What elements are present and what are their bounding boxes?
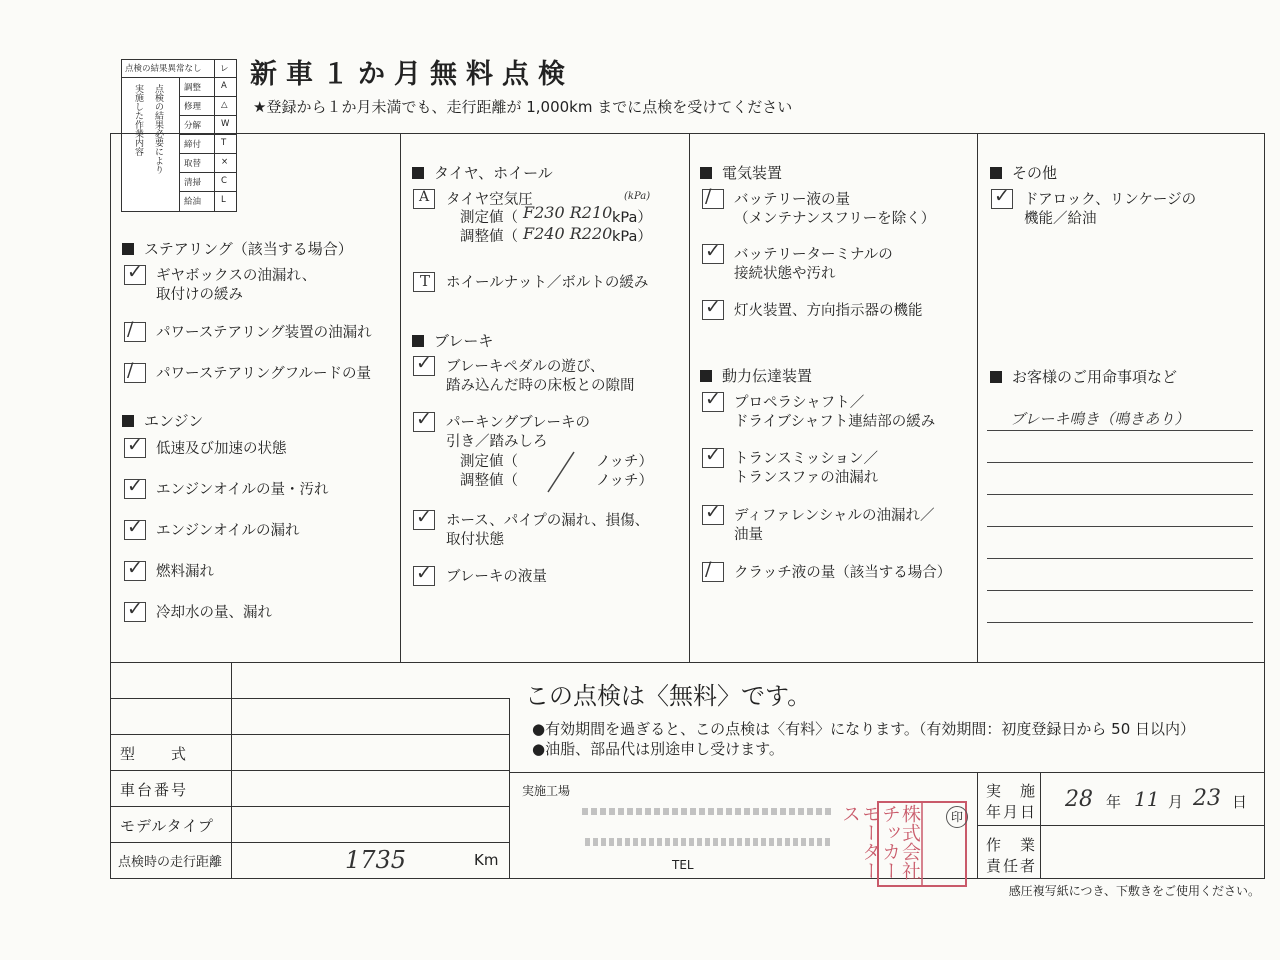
brake-title: ブレーキ [412,330,493,351]
tire-measured-label: 測定値（ [460,210,518,226]
date-label: 実 施 年月日 [986,782,1038,821]
engine-item-checkbox[interactable]: ✓ [124,520,146,540]
engine-item-label: 冷却水の量、漏れ [156,605,272,621]
workshop-name-stamp [582,808,832,815]
steering-title: ステアリング（該当する場合） [122,238,353,259]
km-unit: Km [474,851,499,869]
transmission-label: トランスミッション／ トランスファの油漏れ [734,451,879,486]
date-month-value: 11 [1134,787,1160,811]
battery-terminal-label: バッテリーターミナルの 接続状態や汚れ [734,247,893,282]
page-subtitle: ★登録から１か月未満でも、走行距離が 1,000km までに点検を受けてください [253,98,793,116]
engine-title: エンジン [122,410,203,431]
legend-row-label: 調整 [184,83,202,93]
free-notice: この点検は〈無料〉です。 [525,682,812,710]
battery-fluid-label: バッテリー液の量 （メンテナンスフリーを除く） [734,192,936,227]
parking-measured-label: 測定値（ [460,454,518,470]
legend-row-label: 給油 [184,197,202,207]
legend-row-label: 清掃 [184,178,202,188]
legend-side-right: 点検の結果必要により [153,84,163,174]
chassis-label: 車台番号 [120,781,189,799]
engine-item-checkbox[interactable]: ✓ [124,438,146,458]
engine-item-label: 燃料漏れ [156,564,214,580]
power-steering-fluid-checkbox[interactable]: / [124,363,146,383]
power-steering-leak-checkbox[interactable]: / [124,322,146,342]
legend-no-issue: 点検の結果異常なし [125,64,202,74]
wheel-nut-label: ホイールナット／ボルトの緩み [446,275,649,291]
workshop-address-stamp [585,838,830,846]
legend-row-label: 修理 [184,102,202,112]
date-year-value: 28 [1065,787,1093,812]
wheel-nut-checkbox[interactable]: T [413,272,435,292]
tel-label: TEL [672,858,694,872]
electric-title: 電気装置 [700,162,782,183]
other-title: その他 [990,162,1057,183]
legend-row-label: 分解 [184,121,202,131]
year-unit: 年 [1106,793,1122,811]
seal-text: 株式会社 チッカーモータース [839,804,921,880]
drive-title: 動力伝達装置 [700,365,812,386]
legend-side-left: 実施した作業内容 [133,84,143,156]
parking-adjusted-unit: ノッチ） [596,473,653,489]
footer-note: 感圧複写紙につき、下敷きをご使用ください。 [1008,884,1260,898]
battery-terminal-checkbox[interactable]: ✓ [702,244,724,264]
power-steering-fluid-label: パワーステアリングフルードの量 [156,366,372,382]
tire-pressure-checkbox[interactable]: A [413,189,435,209]
differential-checkbox[interactable]: ✓ [702,505,724,525]
legend-row-label: 取替 [184,159,202,169]
parking-adjusted-label: 調整値（ [460,473,518,489]
propeller-shaft-label: プロペラシャフト／ ドライブシャフト連結部の緩み [734,395,936,430]
notice-bullet-2: ●油脂、部品代は別途申し受けます。 [532,740,784,758]
door-lock-label: ドアロック、リンケージの 機能／給油 [1024,192,1197,227]
seal-mark: 印 [946,806,968,828]
parking-brake-checkbox[interactable]: ✓ [413,412,435,432]
legend-row-mark: L [221,195,226,205]
lights-label: 灯火装置、方向指示器の機能 [734,303,923,319]
legend-no-issue-mark: レ [220,64,229,74]
mileage-value: 1735 [345,846,407,874]
brake-pedal-label: ブレーキペダルの遊び、 踏み込んだ時の床板との隙間 [446,359,635,394]
engine-item-label: エンジンオイルの量・汚れ [156,482,329,498]
tire-adjusted-label: 調整値（ [460,229,518,245]
clutch-fluid-checkbox[interactable]: / [702,562,724,582]
type-label: 型 式 [120,745,189,763]
steering-gearbox-checkbox[interactable]: ✓ [124,265,146,285]
parking-brake-label: パーキングブレーキの 引き／踏みしろ [446,415,590,450]
customer-note: ブレーキ鳴き（鳴きあり） [1010,410,1190,428]
lights-checkbox[interactable]: ✓ [702,300,724,320]
date-day-value: 23 [1193,786,1221,811]
tire-adjusted-value: F240 R220 [523,224,613,243]
handwritten-slash [540,448,580,496]
engine-item-label: 低速及び加速の状態 [156,441,287,457]
tire-note: (kPa) [624,191,651,202]
legend-row-label: 締付 [184,140,202,150]
steering-gearbox-label: ギヤボックスの油漏れ、 取付けの緩み [156,268,317,303]
transmission-checkbox[interactable]: ✓ [702,448,724,468]
propeller-shaft-checkbox[interactable]: ✓ [702,392,724,412]
legend-row-mark: △ [221,100,228,110]
page-title: 新車１か月無料点検 [250,59,574,90]
tire-pressure-label: タイヤ空気圧 [446,192,533,208]
engine-item-label: エンジンオイルの漏れ [156,523,300,539]
engine-item-checkbox[interactable]: ✓ [124,561,146,581]
clutch-fluid-label: クラッチ液の量（該当する場合） [734,565,952,581]
brake-hose-checkbox[interactable]: ✓ [413,510,435,530]
responsible-label: 作 業 責任者 [986,836,1038,875]
workshop-label: 実施工場 [522,784,571,798]
brake-pedal-checkbox[interactable]: ✓ [413,356,435,376]
brake-fluid-checkbox[interactable]: ✓ [413,566,435,586]
brake-fluid-label: ブレーキの液量 [446,569,547,585]
day-unit: 日 [1232,793,1248,811]
legend-row-mark: W [221,119,230,129]
parking-measured-unit: ノッチ） [596,454,653,470]
legend-row-mark: × [221,157,229,167]
legend-row-mark: A [221,81,227,91]
brake-hose-label: ホース、パイプの漏れ、損傷、 取付状態 [446,513,650,548]
legend-row-mark: T [221,138,227,148]
engine-item-checkbox[interactable]: ✓ [124,602,146,622]
tire-title: タイヤ、ホイール [412,162,553,183]
model-label: モデルタイプ [120,817,214,835]
notice-bullet-1: ●有効期間を過ぎると、この点検は〈有料〉になります。（有効期間：初度登録日から 50 日以内） [532,720,1196,738]
legend-row-mark: C [221,176,227,186]
mileage-label: 点検時の走行距離 [118,855,223,870]
tire-adjusted-unit: kPa） [612,229,652,245]
month-unit: 月 [1168,793,1184,811]
battery-fluid-checkbox[interactable]: / [702,189,724,209]
power-steering-leak-label: パワーステアリング装置の油漏れ [156,325,372,341]
differential-label: ディファレンシャルの油漏れ／ 油量 [734,508,935,543]
door-lock-checkbox[interactable]: ✓ [991,189,1013,209]
tire-measured-value: F230 R210 [523,203,613,222]
tire-measured-unit: kPa） [612,210,652,226]
customer-title: お客様のご用命事項など [990,366,1177,387]
engine-item-checkbox[interactable]: ✓ [124,479,146,499]
